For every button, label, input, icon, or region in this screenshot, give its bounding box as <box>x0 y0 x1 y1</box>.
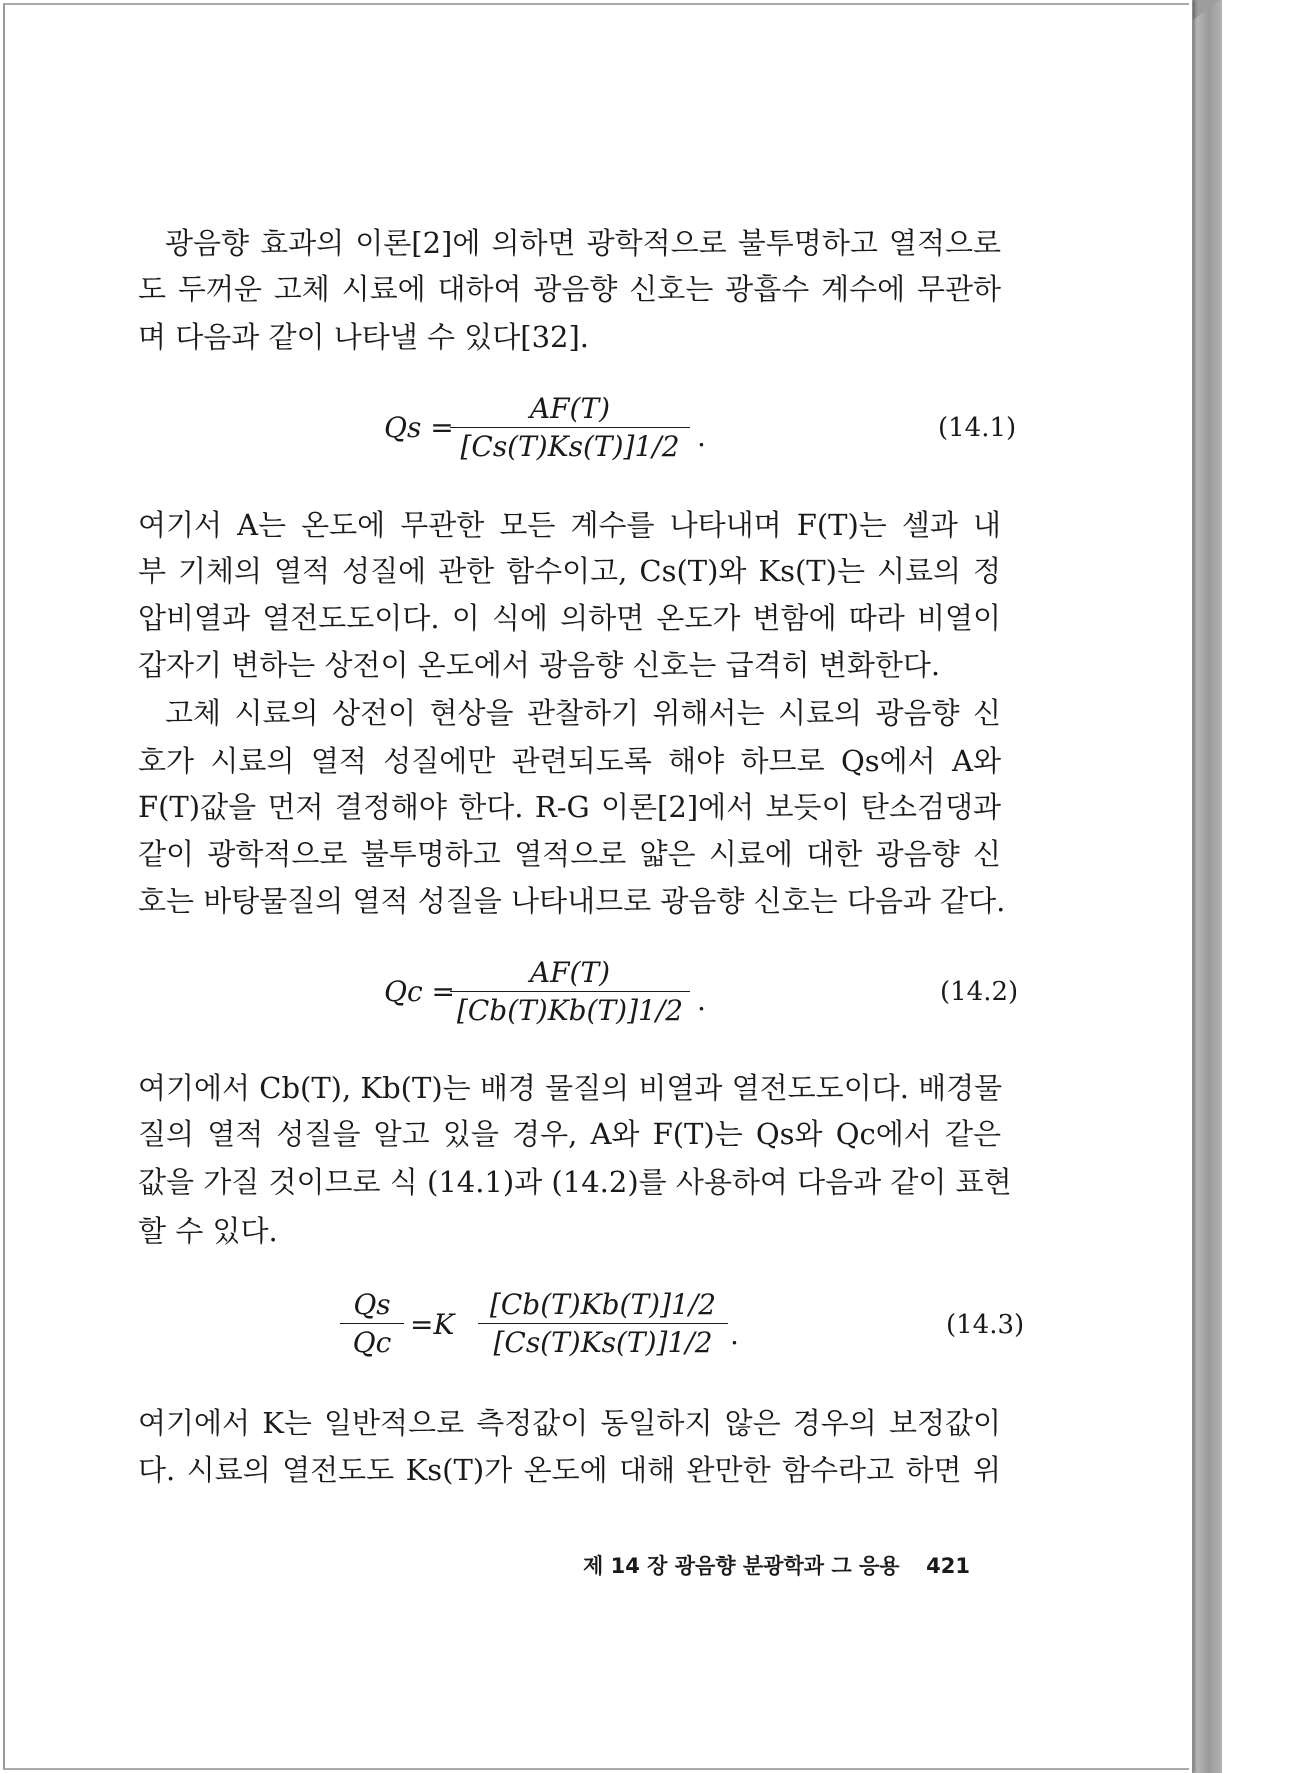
equation-2-fraction <box>450 956 690 1027</box>
equation-3-numerator: [Cb(T)Kb(T)]1/2 <box>478 1288 728 1324</box>
paragraph-5-line-2: 다. 시료의 열전도도 Ks(T)가 온도에 대해 완만한 함수라고 하면 위 <box>138 1453 1001 1487</box>
equation-3-constant: =K <box>410 1308 455 1341</box>
paragraph-3-line-1: 고체 시료의 상전이 현상을 관찰하기 위해서는 시료의 광음향 신 <box>165 696 1001 730</box>
equation-2-number: (14.2) <box>940 977 1019 1007</box>
footer-page-number: 421 <box>926 1554 970 1578</box>
paragraph-3-line-2: 호가 시료의 열적 성질에만 관련되도록 해야 하므로 Qs에서 A와 <box>138 744 1001 778</box>
equation-2-denominator: [Cb(T)Kb(T)]1/2 <box>456 994 684 1027</box>
paragraph-4-line-1: 여기에서 Cb(T), Kb(T)는 배경 물질의 비열과 열전도도이다. 배경물 <box>138 1071 1003 1105</box>
equation-3-fraction <box>478 1288 728 1359</box>
equation-1-period: . <box>697 420 706 453</box>
paragraph-4-line-2: 질의 열적 성질을 알고 있을 경우, A와 F(T)는 Qs와 Qc에서 같은 <box>138 1117 1001 1151</box>
equation-3-denominator: [Cs(T)Ks(T)]1/2 <box>493 1326 713 1359</box>
paragraph-1-line-2: 도 두꺼운 고체 시료에 대하여 광음향 신호는 광흡수 계수에 무관하 <box>138 272 1001 306</box>
book-edge-corner <box>1190 0 1220 22</box>
equation-2-period: . <box>697 984 706 1017</box>
equation-2-numerator: AF(T) <box>450 956 690 992</box>
paragraph-2-line-2: 부 기체의 열적 성질에 관한 함수이고, Cs(T)와 Ks(T)는 시료의 정 <box>138 554 1001 588</box>
paragraph-4-line-3: 값을 가질 것이므로 식 (14.1)과 (14.2)를 사용하여 다음과 같이 표현 <box>138 1165 1012 1199</box>
book-edge <box>1192 0 1222 1773</box>
equation-2-lhs: Qc = <box>384 975 455 1008</box>
paragraph-3-line-5: 호는 바탕물질의 열적 성질을 나타내므로 광음향 신호는 다음과 같다. <box>138 884 1006 918</box>
equation-1-fraction <box>450 392 690 463</box>
paragraph-4-line-4: 할 수 있다. <box>138 1214 278 1248</box>
equation-1-denominator: [Cs(T)Ks(T)]1/2 <box>460 430 680 463</box>
equation-3-lhs-fraction <box>340 1288 404 1359</box>
equation-1-number: (14.1) <box>938 413 1017 443</box>
equation-3-lhs-denominator: Qc <box>352 1326 392 1359</box>
equation-1-lhs: Qs = <box>384 411 454 444</box>
paragraph-2-line-1: 여기서 A는 온도에 무관한 모든 계수를 나타내며 F(T)는 셀과 내 <box>138 508 1001 542</box>
footer-chapter-title: 제 14 장 광음향 분광학과 그 응용 <box>583 1554 900 1578</box>
paragraph-3-line-4: 같이 광학적으로 불투명하고 열적으로 얇은 시료에 대한 광음향 신 <box>138 837 1001 871</box>
equation-3-lhs-numerator: Qs <box>340 1288 404 1324</box>
equation-3-number: (14.3) <box>946 1310 1025 1340</box>
equation-1-numerator: AF(T) <box>450 392 690 428</box>
paragraph-1-line-1: 광음향 효과의 이론[2]에 의하면 광학적으로 불투명하고 열적으로 <box>165 226 1001 260</box>
paragraph-5-line-1: 여기에서 K는 일반적으로 측정값이 동일하지 않은 경우의 보정값이 <box>138 1406 1001 1440</box>
paragraph-2-line-3: 압비열과 열전도도이다. 이 식에 의하면 온도가 변함에 따라 비열이 <box>138 601 1001 635</box>
paragraph-1-line-3: 며 다음과 같이 나타낼 수 있다[32]. <box>138 320 590 354</box>
paragraph-2-line-4: 갑자기 변하는 상전이 온도에서 광음향 신호는 급격히 변화한다. <box>138 648 941 682</box>
equation-3-period: . <box>730 1318 739 1351</box>
paragraph-3-line-3: F(T)값을 먼저 결정해야 한다. R-G 이론[2]에서 보듯이 탄소검댕과 <box>138 790 1001 824</box>
running-footer <box>583 1550 970 1580</box>
